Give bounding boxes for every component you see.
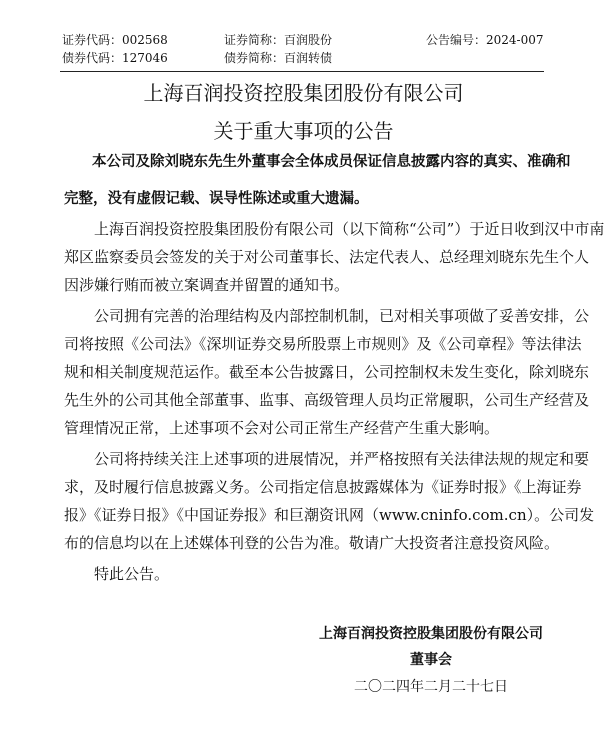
text-line: 规和相关制度规范运作。截至本公告披露日，公司控制权未发生变化，除刘晓东 — [64, 363, 590, 381]
text-line: 上海百润投资控股集团股份有限公司（以下简称“公司”）于近日收到汉中市南 — [94, 220, 605, 238]
text-line: 郑区监察委员会签发的关于对公司董事长、法定代表人、总经理刘晓东先生个人 — [64, 248, 590, 266]
signature-date: 二〇二四年二月二十七日 — [354, 679, 508, 695]
signature-company: 上海百润投资控股集团股份有限公司 — [319, 626, 543, 642]
statement-line: 本公司及除刘晓东先生外董事会全体成员保证信息披露内容的真实、准确和 — [92, 153, 571, 170]
text-line: 司将按照《公司法》《深圳证券交易所股票上市规则》及《公司章程》等法律法 — [64, 335, 582, 353]
bond-code: 债券代码：127046 — [62, 51, 168, 65]
text-line: 布的信息均以在上述媒体刊登的公告为准。敬请广大投资者注意投资风险。 — [64, 534, 560, 552]
notice-number: 公告编号：2024-007 — [426, 33, 544, 47]
text-line: 先生外的公司其他全部董事、监事、高级管理人员均正常履职，公司生产经营及 — [64, 391, 590, 409]
text-line: 管理情况正常，上述事项不会对公司正常生产经营产生重大影响。 — [64, 419, 500, 437]
signature-board: 董事会 — [410, 652, 452, 668]
bond-abbr: 债券简称：百润转债 — [224, 51, 333, 65]
company-title: 上海百润投资控股集团股份有限公司 — [143, 81, 464, 105]
notice-title: 关于重大事项的公告 — [213, 119, 394, 143]
text-line: 因涉嫌行贿而被立案调查并留置的通知书。 — [64, 276, 350, 294]
closing-line: 特此公告。 — [94, 565, 170, 583]
stock-abbr: 证券简称：百润股份 — [224, 33, 333, 47]
text-line: 公司拥有完善的治理结构及内部控制机制，已对相关事项做了妥善安排，公 — [94, 307, 590, 325]
header-divider — [60, 71, 544, 72]
text-line: 求，及时履行信息披露义务。公司指定信息披露媒体为《证券时报》《上海证券 — [64, 478, 582, 496]
stock-code: 证券代码：002568 — [62, 33, 168, 47]
statement-line: 完整，没有虚假记载、误导性陈述或重大遗漏。 — [64, 190, 369, 207]
text-line: 公司将持续关注上述事项的进展情况，并严格按照有关法律法规的规定和要 — [94, 450, 590, 468]
text-line: 报》《证券日报》《中国证券报》和巨潮资讯网（www.cninfo.com.cn）。公司发 — [64, 506, 595, 524]
